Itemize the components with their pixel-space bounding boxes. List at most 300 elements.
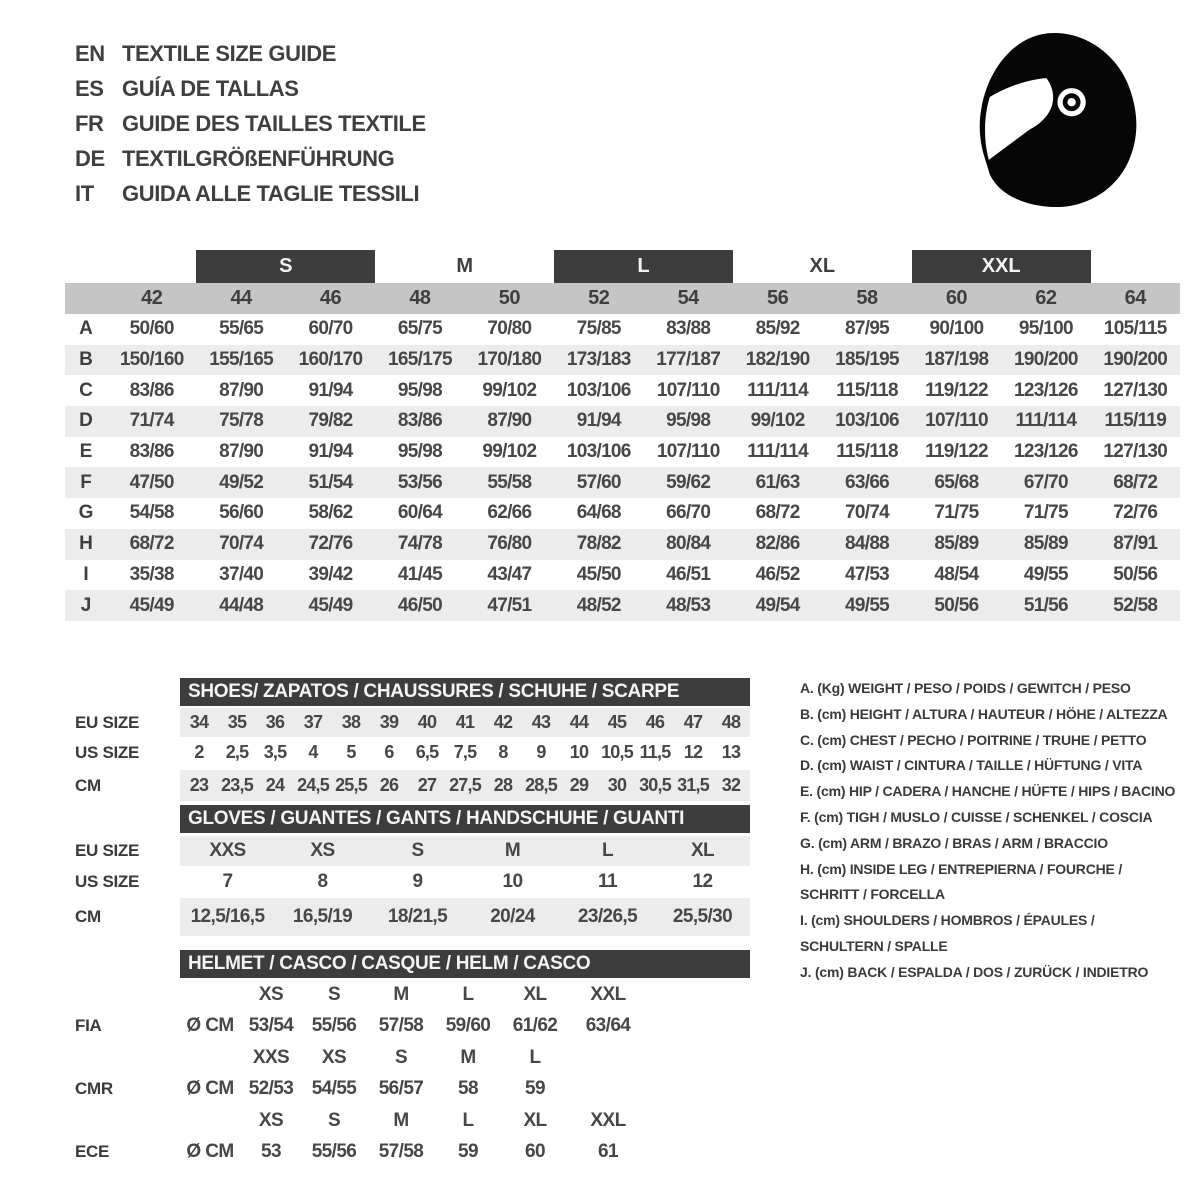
measure-value: 103/106 <box>566 441 631 463</box>
measure-value: 35/38 <box>129 563 174 585</box>
measure-value: 99/102 <box>482 441 537 463</box>
helmet-size-header: M <box>460 1046 476 1068</box>
measure-value: 55/58 <box>487 471 532 493</box>
measure-row-label: B <box>79 349 93 371</box>
shoes-us-value: 10,5 <box>601 742 633 762</box>
helmet-size-header: M <box>393 1109 409 1131</box>
measure-value: 44/48 <box>219 594 264 616</box>
measure-value: 68/72 <box>1113 471 1158 493</box>
racing-helmet-icon-svg <box>978 32 1138 207</box>
shoes-eu-size-label: EU SIZE <box>75 712 140 732</box>
gloves-cm-value: 25,5/30 <box>672 906 733 927</box>
helmet-size-header: L <box>462 983 474 1005</box>
measure-value: 107/110 <box>656 379 720 401</box>
shoes-cm-value: 27 <box>417 775 437 795</box>
measure-value: 49/54 <box>755 594 800 616</box>
measure-value: 75/85 <box>576 318 621 340</box>
measure-value: 76/80 <box>487 533 532 555</box>
helmet-value: 57/58 <box>378 1015 424 1036</box>
shoes-cm-value: 30 <box>607 775 627 795</box>
measure-value: 127/130 <box>1103 379 1168 401</box>
measure-value: 185/195 <box>835 349 899 371</box>
measure-value: 83/86 <box>129 441 174 463</box>
measure-row-label: H <box>79 533 93 555</box>
measure-value: 37/40 <box>219 563 264 585</box>
helmet-value: 61 <box>598 1141 618 1162</box>
helmet-size-header: S <box>394 1046 408 1068</box>
measure-value: 155/165 <box>209 349 273 371</box>
legend-line: E. (cm) HIP / CADERA / HANCHE / HÜFTE / HIPS / BACINO <box>800 783 1176 800</box>
size-column-header: 54 <box>677 287 699 309</box>
helmet-corner-cell <box>180 981 240 1008</box>
measure-value: 54/58 <box>129 502 174 524</box>
helmet-unit-cell: Ø CM <box>186 1015 234 1036</box>
size-column-header: 44 <box>230 287 252 309</box>
helmet-size-header: XXS <box>252 1046 290 1068</box>
size-column-header: 62 <box>1035 287 1057 309</box>
language-title-list <box>75 36 426 211</box>
language-code: IT <box>75 181 94 206</box>
shoes-cm-value: 28,5 <box>525 775 557 795</box>
gloves-us-value: 11 <box>598 871 617 892</box>
legend-line: J. (cm) BACK / ESPALDA / DOS / ZURÜCK / INDIETRO <box>800 963 1149 980</box>
measure-value: 115/119 <box>1104 410 1167 432</box>
shoes-eu-value: 38 <box>341 712 361 732</box>
shoes-eu-value: 39 <box>379 712 399 732</box>
gloves-eu-value: XL <box>690 840 715 861</box>
measure-value: 103/106 <box>835 410 899 432</box>
helmet-value: 54/55 <box>311 1078 357 1099</box>
measure-row <box>65 498 1180 529</box>
measure-value: 65/75 <box>397 318 442 340</box>
measure-value: 87/90 <box>487 410 532 432</box>
language-title: GUÍA DE TALLAS <box>122 76 299 101</box>
shoes-us-row <box>180 737 750 768</box>
gloves-cm-value: 20/24 <box>490 906 535 927</box>
measure-value: 64/68 <box>576 502 621 524</box>
helmet-unit-cell: Ø CM <box>186 1078 234 1099</box>
measure-value: 51/54 <box>308 471 353 493</box>
size-band-xl: XL <box>809 255 836 277</box>
measure-value: 61/63 <box>755 471 800 493</box>
language-title: GUIDA ALLE TAGLIE TESSILI <box>122 181 420 206</box>
size-number-row <box>65 283 1180 314</box>
measure-value: 127/130 <box>1103 441 1168 463</box>
measure-value: 83/86 <box>397 410 442 432</box>
gloves-eu-value: M <box>504 840 521 861</box>
helmet-value: 59 <box>458 1141 478 1162</box>
helmet-size-header: XXL <box>590 983 626 1005</box>
language-title: TEXTILE SIZE GUIDE <box>122 41 337 66</box>
gloves-cm-value: 18/21,5 <box>387 906 448 927</box>
shoes-eu-value: 45 <box>607 712 627 732</box>
shoes-section-title: SHOES/ ZAPATOS / CHAUSSURES / SCHUHE / SCARPE <box>180 678 750 706</box>
measure-value: 72/76 <box>308 533 353 555</box>
legend-line: I. (cm) SHOULDERS / HOMBROS / ÉPAULES / <box>800 912 1095 929</box>
shoes-cm-value: 24,5 <box>297 775 329 795</box>
measure-row <box>65 406 1180 437</box>
gloves-cm-row <box>180 898 750 936</box>
gloves-section-title: GLOVES / GUANTES / GANTS / HANDSCHUHE / GUANTI <box>180 805 750 833</box>
shoes-us-value: 13 <box>721 742 741 762</box>
shoes-table <box>180 708 750 801</box>
size-band-m: M <box>456 255 473 277</box>
measure-row <box>65 437 1180 468</box>
language-row <box>75 141 426 176</box>
measure-value: 71/75 <box>934 502 979 524</box>
helmet-size-header: L <box>529 1046 541 1068</box>
shoes-cm-value: 23,5 <box>221 775 253 795</box>
gloves-us-value: 8 <box>317 871 328 892</box>
gloves-us-value: 9 <box>412 871 423 892</box>
measure-value: 95/98 <box>397 441 442 463</box>
measure-row-label: C <box>79 379 93 401</box>
helmet-standard-fia-label: FIA <box>75 1016 102 1035</box>
language-row <box>75 106 426 141</box>
helmet-value: 60 <box>525 1141 545 1162</box>
legend-line: SCHRITT / FORCELLA <box>800 886 945 903</box>
measure-value: 79/82 <box>308 410 353 432</box>
measure-value: 99/102 <box>482 379 537 401</box>
shoes-cm-value: 28 <box>493 775 513 795</box>
size-column-header: 58 <box>856 287 878 309</box>
shoes-cm-value: 23 <box>189 775 209 795</box>
measure-value: 70/80 <box>487 318 532 340</box>
helmet-value-row <box>180 1008 750 1044</box>
measure-row <box>65 314 1180 345</box>
helmet-value: 61/62 <box>512 1015 558 1036</box>
helmet-value: 56/57 <box>378 1078 424 1099</box>
size-row-corner <box>65 283 107 314</box>
shoes-us-value: 8 <box>498 742 508 762</box>
helmet-value: 55/56 <box>311 1141 357 1162</box>
helmet-corner-cell <box>180 1107 240 1134</box>
measure-value: 48/53 <box>666 594 711 616</box>
measure-value: 107/110 <box>656 441 720 463</box>
measure-value: 103/106 <box>566 379 631 401</box>
gloves-us-value: 7 <box>222 871 233 892</box>
helmet-value-row <box>180 1134 750 1170</box>
size-column-header: 56 <box>766 287 789 309</box>
shoes-cm-value: 25,5 <box>335 775 367 795</box>
measure-value: 99/102 <box>750 410 805 432</box>
language-code: DE <box>75 146 105 171</box>
measure-row-label: J <box>80 594 92 616</box>
measure-value: 70/74 <box>845 502 890 524</box>
textile-size-table <box>65 250 1180 621</box>
measure-value: 45/50 <box>576 563 621 585</box>
measure-value: 57/60 <box>576 471 621 493</box>
helmet-size-header: M <box>393 983 409 1005</box>
measure-value: 115/118 <box>836 441 898 463</box>
measure-row <box>65 590 1180 621</box>
helmet-value-row <box>180 1071 750 1107</box>
size-column-header: 50 <box>498 287 520 309</box>
shoes-us-value: 2,5 <box>225 742 249 762</box>
helmet-size-header: S <box>327 983 341 1005</box>
shoes-eu-value: 37 <box>303 712 323 732</box>
measure-value: 52/58 <box>1113 594 1158 616</box>
language-code: ES <box>75 76 104 101</box>
gloves-us-value: 12 <box>692 871 713 892</box>
measure-value: 72/76 <box>1113 502 1158 524</box>
measure-value: 53/56 <box>397 471 442 493</box>
legend-line: A. (Kg) WEIGHT / PESO / POIDS / GEWITCH / PESO <box>800 680 1131 696</box>
helmet-section-title: HELMET / CASCO / CASQUE / HELM / CASCO <box>180 950 750 978</box>
measure-row-label: F <box>80 471 92 493</box>
shoes-eu-value: 42 <box>493 712 513 732</box>
shoes-eu-value: 47 <box>683 712 703 732</box>
measure-value: 95/100 <box>1018 318 1073 340</box>
measure-value: 182/190 <box>745 349 810 371</box>
measure-row <box>65 467 1180 498</box>
measure-value: 46/50 <box>397 594 442 616</box>
measure-value: 47/50 <box>129 471 174 493</box>
measure-value: 51/56 <box>1023 594 1068 616</box>
helmet-unit-cell: Ø CM <box>186 1141 234 1162</box>
shoes-cm-value: 26 <box>379 775 399 795</box>
legend-line: B. (cm) HEIGHT / ALTURA / HAUTEUR / HÖHE / ALTEZZA <box>800 705 1168 722</box>
gloves-eu-row <box>180 836 750 866</box>
measure-value: 50/56 <box>934 594 979 616</box>
shoes-us-value: 4 <box>308 742 318 762</box>
legend-line: H. (cm) INSIDE LEG / ENTREPIERNA / FOURCHE / <box>800 860 1123 877</box>
size-column-header: 52 <box>588 287 610 309</box>
measure-value: 82/86 <box>755 533 800 555</box>
measure-value: 50/56 <box>1113 563 1158 585</box>
size-band-l: L <box>554 250 733 283</box>
helmet-table <box>180 981 750 1170</box>
shoes-us-value: 12 <box>683 742 703 762</box>
gloves-eu-value: XS <box>310 840 335 861</box>
measure-row-label: G <box>78 502 94 524</box>
shoes-eu-value: 44 <box>569 712 589 732</box>
measure-value: 123/126 <box>1013 379 1078 401</box>
measure-value: 49/55 <box>845 594 890 616</box>
measure-value: 78/82 <box>576 533 621 555</box>
shoes-eu-value: 43 <box>531 712 551 732</box>
measure-value: 187/198 <box>924 349 989 371</box>
shoes-eu-value: 48 <box>721 712 741 732</box>
language-code: FR <box>75 111 104 136</box>
language-code: EN <box>75 41 105 66</box>
shoes-eu-value: 36 <box>265 712 285 732</box>
language-row <box>75 176 426 211</box>
legend-line: C. (cm) CHEST / PECHO / POITRINE / TRUHE / PETTO <box>800 731 1147 748</box>
shoes-us-value: 9 <box>536 742 546 762</box>
shoes-cm-value: 30,5 <box>639 775 671 795</box>
shoes-us-value: 6,5 <box>415 742 439 762</box>
measure-value: 85/89 <box>934 533 979 555</box>
measure-value: 62/66 <box>487 502 532 524</box>
helmet-size-header: S <box>327 1109 341 1131</box>
measure-row <box>65 345 1180 376</box>
shoes-eu-row <box>180 708 750 737</box>
shoes-eu-value: 40 <box>417 712 437 732</box>
shoes-us-value: 3,5 <box>263 742 287 762</box>
measure-value: 49/55 <box>1023 563 1068 585</box>
measure-value: 68/72 <box>755 502 800 524</box>
measure-value: 46/51 <box>666 563 711 585</box>
measure-value: 123/126 <box>1013 441 1078 463</box>
measure-value: 91/94 <box>308 441 353 463</box>
measure-value: 119/122 <box>925 379 988 401</box>
measure-value: 68/72 <box>129 533 174 555</box>
helmet-value: 58 <box>458 1078 478 1099</box>
measure-value: 46/52 <box>755 563 800 585</box>
measure-value: 47/53 <box>845 563 890 585</box>
measure-value: 111/114 <box>747 441 808 463</box>
measure-value: 107/110 <box>925 410 988 432</box>
size-column-header: 60 <box>945 287 968 309</box>
helmet-size-header: XS <box>321 1046 347 1068</box>
measure-value: 95/98 <box>397 379 442 401</box>
measure-value: 95/98 <box>666 410 711 432</box>
legend-line: G. (cm) ARM / BRAZO / BRAS / ARM / BRACCIO <box>800 834 1108 851</box>
measure-value: 48/54 <box>934 563 979 585</box>
measure-value: 91/94 <box>308 379 353 401</box>
language-row <box>75 36 426 71</box>
helmet-value: 59/60 <box>445 1015 491 1036</box>
measure-value: 41/45 <box>397 563 442 585</box>
measure-value: 85/89 <box>1023 533 1068 555</box>
helmet-size-header: L <box>462 1109 474 1131</box>
gloves-us-value: 10 <box>502 871 523 892</box>
helmet-value: 57/58 <box>378 1141 424 1162</box>
helmet-value: 55/56 <box>311 1015 357 1036</box>
measure-value: 165/175 <box>388 349 452 371</box>
helmet-size-header: XL <box>523 983 547 1005</box>
shoes-us-value: 6 <box>384 742 394 762</box>
measure-row-label: D <box>79 410 93 432</box>
measure-value: 70/74 <box>219 533 264 555</box>
shoes-us-value: 5 <box>346 742 356 762</box>
legend-line: SCHULTERN / SPALLE <box>800 937 948 954</box>
shoes-eu-value: 46 <box>645 712 665 732</box>
gloves-us-row <box>180 866 750 898</box>
measure-value: 59/62 <box>666 471 711 493</box>
size-column-header: 64 <box>1124 287 1146 309</box>
shoes-us-value: 11,5 <box>639 742 671 762</box>
helmet-size-header-row <box>180 1107 750 1134</box>
measure-value: 91/94 <box>576 410 621 432</box>
racing-helmet-icon <box>978 32 1138 207</box>
measure-row <box>65 560 1180 591</box>
shoes-us-value: 2 <box>194 742 204 762</box>
gloves-cm-value: 16,5/19 <box>292 906 353 927</box>
measure-value: 74/78 <box>397 533 442 555</box>
helmet-value: 52/53 <box>248 1078 294 1099</box>
measure-value: 115/118 <box>836 379 898 401</box>
measure-row <box>65 375 1180 406</box>
measure-value: 66/70 <box>666 502 711 524</box>
shoes-cm-label: CM <box>75 775 101 795</box>
measure-value: 56/60 <box>219 502 264 524</box>
measure-value: 105/115 <box>1103 318 1167 340</box>
helmet-corner-cell <box>180 1044 240 1071</box>
shoes-cm-value: 29 <box>569 775 589 795</box>
measure-value: 75/78 <box>219 410 264 432</box>
measure-value: 87/90 <box>219 441 264 463</box>
measure-value: 58/62 <box>308 502 353 524</box>
measure-value: 119/122 <box>925 441 988 463</box>
measure-value: 47/51 <box>487 594 532 616</box>
size-column-header: 46 <box>319 287 342 309</box>
measure-value: 67/70 <box>1023 471 1068 493</box>
shoes-us-size-label: US SIZE <box>75 742 140 762</box>
measure-value: 83/88 <box>666 318 711 340</box>
measure-value: 45/49 <box>129 594 174 616</box>
measure-value: 170/180 <box>477 349 542 371</box>
measure-value: 87/91 <box>1113 533 1158 555</box>
helmet-size-header-row <box>180 981 750 1008</box>
shoes-us-value: 7,5 <box>453 742 477 762</box>
measure-row-label: E <box>79 441 93 463</box>
language-title: TEXTILGRÖßENFÜHRUNG <box>122 146 395 171</box>
helmet-value: 53/54 <box>248 1015 294 1036</box>
helmet-value: 53 <box>261 1141 281 1162</box>
measure-value: 111/114 <box>747 379 808 401</box>
gloves-cm-label: CM <box>75 907 101 926</box>
helmet-size-header: XS <box>258 983 284 1005</box>
gloves-eu-value: XXS <box>209 840 246 861</box>
shoes-us-value: 10 <box>569 742 589 762</box>
shoes-eu-value: 34 <box>189 712 209 732</box>
measure-value: 60/70 <box>308 318 353 340</box>
measure-value: 49/52 <box>219 471 264 493</box>
measure-row-label: I <box>83 563 89 585</box>
measure-value: 60/64 <box>397 502 442 524</box>
gloves-cm-value: 23/26,5 <box>577 906 638 927</box>
helmet-value: 59 <box>525 1078 545 1099</box>
size-band-s: S <box>196 250 375 283</box>
helmet-size-header-row <box>180 1044 750 1071</box>
measure-value: 85/92 <box>755 318 800 340</box>
measure-value: 83/86 <box>129 379 174 401</box>
measure-value: 55/65 <box>219 318 264 340</box>
helmet-size-header: XS <box>258 1109 284 1131</box>
measurement-rows <box>65 314 1180 621</box>
measure-value: 90/100 <box>929 318 984 340</box>
measure-value: 190/200 <box>1103 349 1168 371</box>
measure-value: 173/183 <box>566 349 631 371</box>
measure-value: 43/47 <box>487 563 532 585</box>
size-column-header: 48 <box>409 287 431 309</box>
language-row <box>75 71 426 106</box>
helmet-size-header: XL <box>523 1109 547 1131</box>
shoes-cm-value: 32 <box>721 775 741 795</box>
shoes-cm-value: 31,5 <box>677 775 709 795</box>
shoes-eu-value: 41 <box>455 712 475 732</box>
shoes-cm-value: 24 <box>265 775 285 795</box>
measure-value: 63/66 <box>845 471 890 493</box>
language-title: GUIDE DES TAILLES TEXTILE <box>122 111 426 136</box>
helmet-standard-ece-label: ECE <box>75 1142 110 1161</box>
legend-line: F. (cm) TIGH / MUSLO / CUISSE / SCHENKEL / COSCIA <box>800 808 1153 825</box>
measure-value: 84/88 <box>845 533 890 555</box>
measure-value: 71/75 <box>1023 502 1068 524</box>
measure-value: 160/170 <box>298 349 363 371</box>
size-band-xxl: XXL <box>912 250 1091 283</box>
measure-row <box>65 529 1180 560</box>
measure-value: 50/60 <box>129 318 174 340</box>
measure-row-label: A <box>79 318 93 340</box>
shoes-cm-row <box>180 770 750 801</box>
measure-value: 87/90 <box>219 379 264 401</box>
helmet-size-header: XXL <box>590 1109 626 1131</box>
gloves-eu-value: L <box>601 840 613 861</box>
size-column-header: 42 <box>141 287 163 309</box>
